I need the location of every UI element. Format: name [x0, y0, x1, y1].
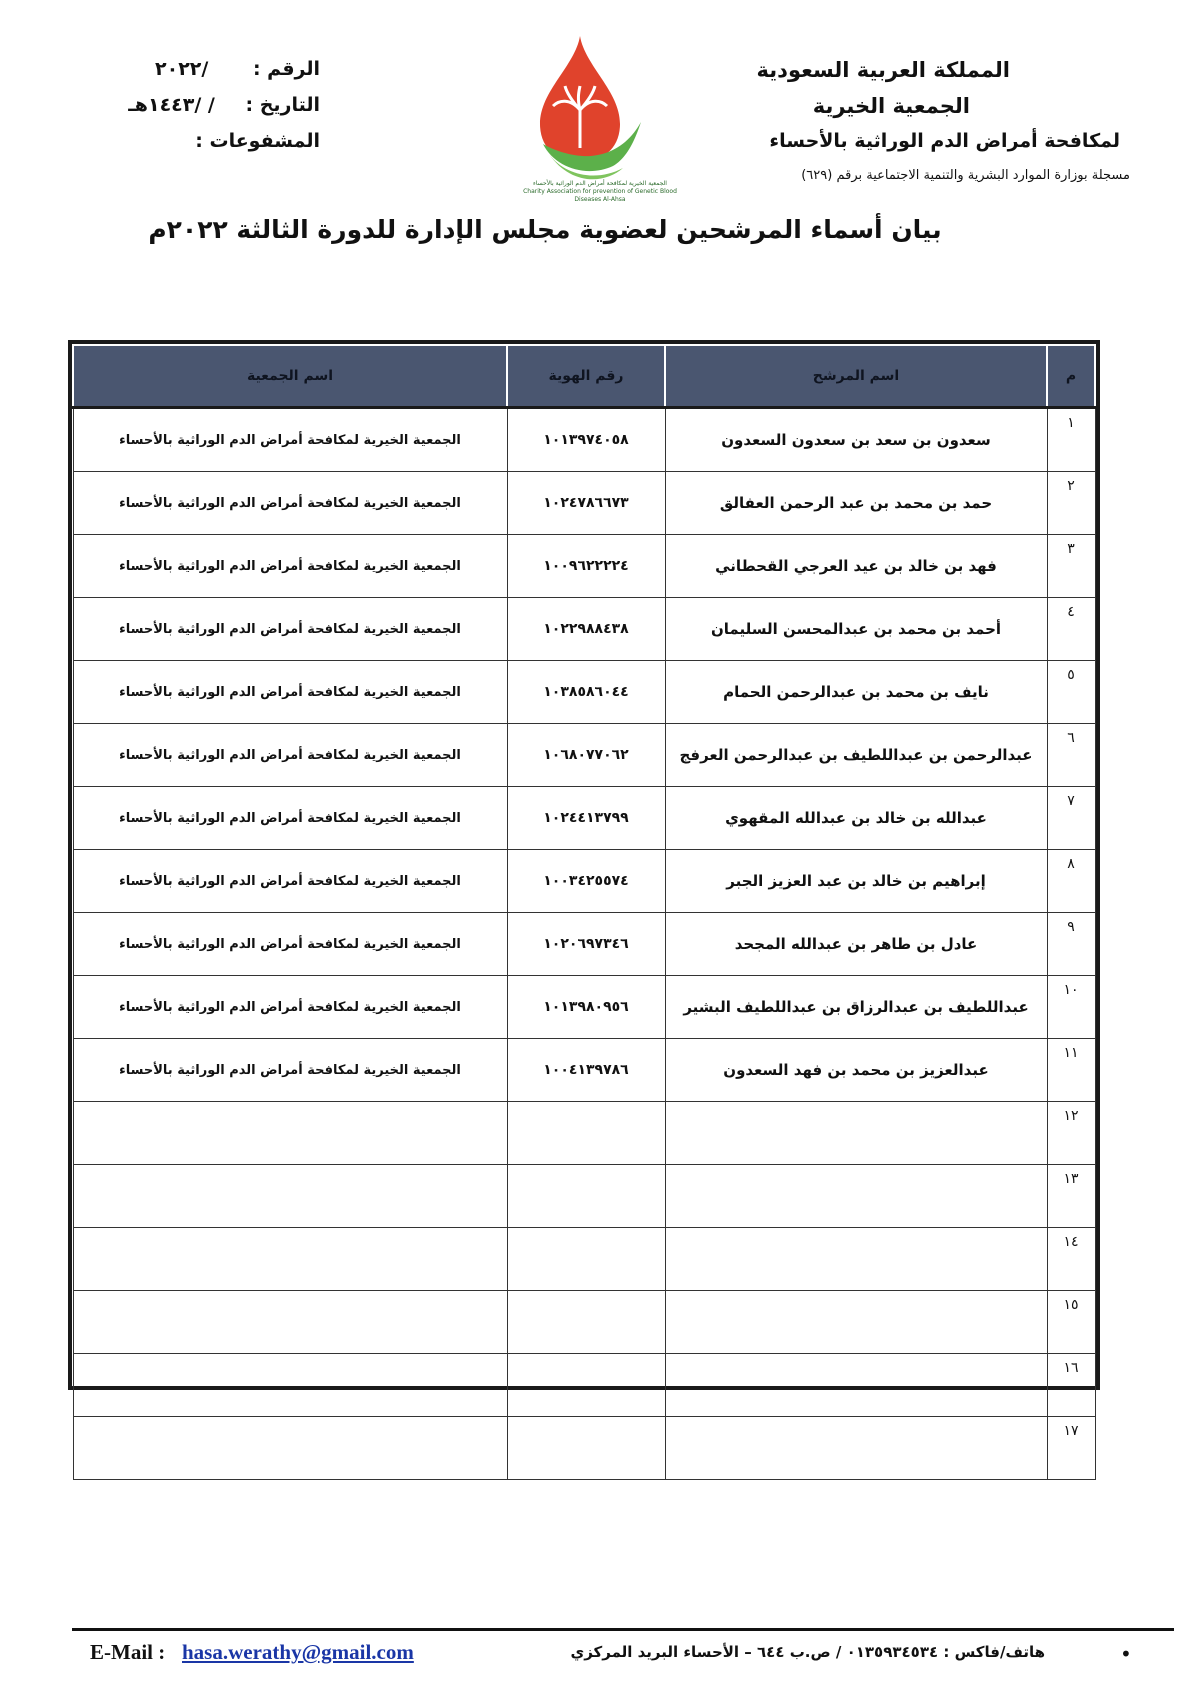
row-number: ١٥ [1047, 1291, 1095, 1354]
row-number: ٨ [1047, 850, 1095, 913]
table-row [73, 1291, 1095, 1354]
reference-block [90, 58, 320, 178]
association-name [73, 1165, 507, 1228]
reference-number-label: الرقم : [252, 58, 320, 80]
candidate-name: نايف بن محمد بن عبدالرحمن الحمام [665, 661, 1047, 724]
row-number: ١٦ [1047, 1354, 1095, 1417]
association-name: الجمعية الخيرية لمكافحة أمراض الدم الوراثية بالأحساء [73, 661, 507, 724]
national-id: ١٠٣٨٥٨٦٠٤٤ [507, 661, 665, 724]
table-row [73, 1417, 1095, 1480]
table-row [73, 472, 1095, 535]
national-id: ١٠٠٤١٣٩٧٨٦ [507, 1039, 665, 1102]
association-name: الجمعية الخيرية لمكافحة أمراض الدم الوراثية بالأحساء [73, 535, 507, 598]
candidate-name: سعدون بن سعد بن سعدون السعدون [665, 408, 1047, 472]
candidates-table [68, 340, 1100, 1439]
row-number: ٥ [1047, 661, 1095, 724]
date-label: التاريخ : [245, 94, 320, 116]
row-number: ١ [1047, 408, 1095, 472]
table-header-row [73, 345, 1095, 408]
association-name: الجمعية الخيرية لمكافحة أمراض الدم الوراثية بالأحساء [73, 598, 507, 661]
table-row [73, 976, 1095, 1039]
email-label: E-Mail : [90, 1640, 166, 1664]
email-link[interactable]: hasa.werathy@gmail.com [182, 1640, 414, 1664]
national-id: ١٠٢٤٤١٣٧٩٩ [507, 787, 665, 850]
attachments-label: المشفوعات : [195, 130, 320, 152]
association-name: الجمعية الخيرية لمكافحة أمراض الدم الوراثية بالأحساء [73, 850, 507, 913]
table-row [73, 787, 1095, 850]
candidate-name: عبدالله بن خالد بن عبدالله المقهوي [665, 787, 1047, 850]
candidate-name: عبدالرحمن بن عبداللطيف بن عبدالرحمن العرفج [665, 724, 1047, 787]
association-name: الجمعية الخيرية لمكافحة أمراض الدم الوراثية بالأحساء [73, 472, 507, 535]
table-row [73, 913, 1095, 976]
candidate-name: عبداللطيف بن عبدالرزاق بن عبداللطيف البشير [665, 976, 1047, 1039]
date-row [128, 94, 320, 116]
national-id: ١٠١٣٩٧٤٠٥٨ [507, 408, 665, 472]
date-value: / /١٤٤٣هـ [128, 94, 215, 116]
national-id: ١٠٠٩٦٢٢٢٢٤ [507, 535, 665, 598]
row-number: ٦ [1047, 724, 1095, 787]
header-num: م [1047, 345, 1095, 408]
association-name [73, 1228, 507, 1291]
table-row [73, 1039, 1095, 1102]
org-purpose: لمكافحة أمراض الدم الوراثية بالأحساء [769, 130, 1120, 152]
table-row [73, 598, 1095, 661]
candidate-name: عادل بن طاهر بن عبدالله المجحد [665, 913, 1047, 976]
candidate-name: فهد بن خالد بن عيد العرجي القحطاني [665, 535, 1047, 598]
header-org: اسم الجمعية [73, 345, 507, 408]
logo-caption: الجمعية الخيرية لمكافحة أمراض الدم الوراثية بالأحساء Charity Association for prevention of Genetic Blood Diseases Al-Ahsa [523, 180, 677, 203]
association-name: الجمعية الخيرية لمكافحة أمراض الدم الوراثية بالأحساء [73, 408, 507, 472]
candidate-name [665, 1165, 1047, 1228]
national-id: ١٠٠٣٤٢٥٥٧٤ [507, 850, 665, 913]
table-row [73, 535, 1095, 598]
table-row [73, 408, 1095, 472]
table-row [73, 1354, 1095, 1417]
association-name [73, 1102, 507, 1165]
national-id [507, 1165, 665, 1228]
footer-divider [72, 1628, 1174, 1631]
association-name [73, 1291, 507, 1354]
association-name: الجمعية الخيرية لمكافحة أمراض الدم الوراثية بالأحساء [73, 976, 507, 1039]
national-id: ١٠٢٢٩٨٨٤٣٨ [507, 598, 665, 661]
table-row [73, 724, 1095, 787]
table-row [73, 661, 1095, 724]
row-number: ٩ [1047, 913, 1095, 976]
attachments-row [195, 130, 320, 152]
national-id: ١٠٢٠٦٩٧٣٤٦ [507, 913, 665, 976]
national-id [507, 1291, 665, 1354]
candidate-name: عبدالعزيز بن محمد بن فهد السعدون [665, 1039, 1047, 1102]
association-name: الجمعية الخيرية لمكافحة أمراض الدم الوراثية بالأحساء [73, 787, 507, 850]
reference-number-row [155, 58, 320, 80]
candidate-name [665, 1228, 1047, 1291]
row-number: ٢ [1047, 472, 1095, 535]
table-row [73, 1102, 1095, 1165]
table-row [73, 1228, 1095, 1291]
table-row [73, 1165, 1095, 1228]
candidate-name [665, 1354, 1047, 1417]
table-body [73, 408, 1095, 1480]
national-id: ١٠٦٨٠٧٧٠٦٢ [507, 724, 665, 787]
national-id [507, 1102, 665, 1165]
reference-number-value: /٢٠٢٢ [155, 58, 209, 80]
row-number: ١٧ [1047, 1417, 1095, 1480]
row-number: ١٠ [1047, 976, 1095, 1039]
association-name: الجمعية الخيرية لمكافحة أمراض الدم الوراثية بالأحساء [73, 1039, 507, 1102]
national-id [507, 1228, 665, 1291]
row-number: ١٤ [1047, 1228, 1095, 1291]
association-name [73, 1354, 507, 1417]
document-title: بيان أسماء المرشحين لعضوية مجلس الإدارة للدورة الثالثة ٢٠٢٢م [148, 215, 942, 244]
header-id: رقم الهوية [507, 345, 665, 408]
association-name: الجمعية الخيرية لمكافحة أمراض الدم الوراثية بالأحساء [73, 724, 507, 787]
candidate-name: حمد بن محمد بن عبد الرحمن العفالق [665, 472, 1047, 535]
header-name: اسم المرشح [665, 345, 1047, 408]
national-id [507, 1354, 665, 1417]
table-row [73, 850, 1095, 913]
association-name [73, 1417, 507, 1480]
org-logo [535, 36, 665, 196]
row-number: ٣ [1047, 535, 1095, 598]
org-country: المملكة العربية السعودية [756, 58, 1010, 82]
row-number: ٧ [1047, 787, 1095, 850]
candidate-name [665, 1417, 1047, 1480]
org-name: الجمعية الخيرية [812, 94, 970, 118]
org-registration: مسجلة بوزارة الموارد البشرية والتنمية الاجتماعية برقم (٦٢٩) [801, 168, 1130, 183]
bullet-icon: • [1120, 1642, 1132, 1666]
row-number: ١١ [1047, 1039, 1095, 1102]
contact-info: هاتف/فاكس : ٠١٣٥٩٣٤٥٣٤ / ص.ب ٦٤٤ – الأحساء البريد المركزي [570, 1643, 1045, 1661]
row-number: ٤ [1047, 598, 1095, 661]
row-number: ١٢ [1047, 1102, 1095, 1165]
footer [90, 1640, 1170, 1670]
candidate-name [665, 1102, 1047, 1165]
candidate-name: إبراهيم بن خالد بن عبد العزيز الجبر [665, 850, 1047, 913]
national-id: ١٠١٣٩٨٠٩٥٦ [507, 976, 665, 1039]
candidate-name: أحمد بن محمد بن عبدالمحسن السليمان [665, 598, 1047, 661]
national-id [507, 1417, 665, 1480]
national-id: ١٠٢٤٧٨٦٦٧٣ [507, 472, 665, 535]
association-name: الجمعية الخيرية لمكافحة أمراض الدم الوراثية بالأحساء [73, 913, 507, 976]
candidate-name [665, 1291, 1047, 1354]
row-number: ١٣ [1047, 1165, 1095, 1228]
